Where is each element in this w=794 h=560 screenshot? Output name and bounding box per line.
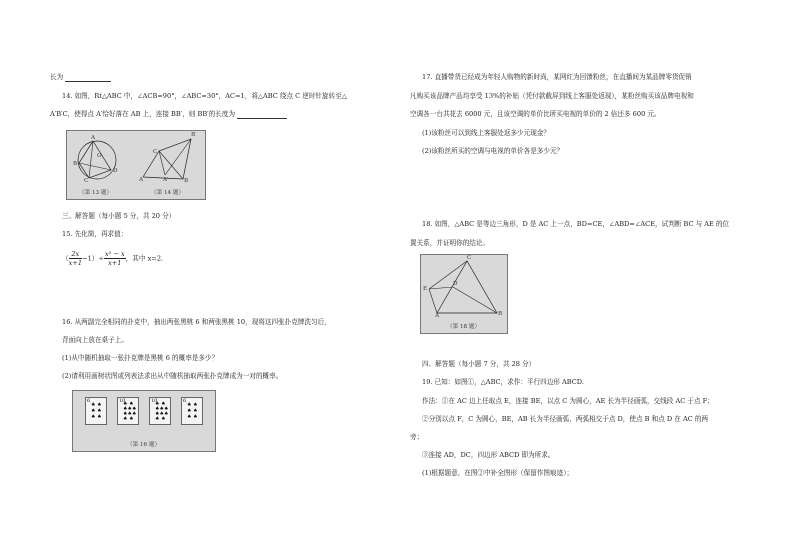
fig14-label-bprime: B′	[191, 132, 197, 138]
spade-icon: ♠ ♠	[91, 414, 102, 420]
spade-icon: ♠ ♠	[123, 416, 134, 422]
answer-blank	[65, 75, 111, 82]
q17-line3: 空调各一台共花去 6000 元，且该空调的单价比所买电视的单价的 2 倍还多 600 元。	[410, 110, 661, 118]
q15-num2: x² − x	[104, 250, 125, 258]
spade-icon: ♠ ♠	[187, 408, 198, 414]
q14-line2-text: A′B′C，使得点 A′恰好落在 AB 上，连接 BB′，则 BB′的长度为	[50, 110, 236, 118]
q17-part1: (1)该粉丝可以到线上客服处返多少元现金？	[422, 129, 551, 137]
spade-icon: ♠♠♠	[123, 411, 137, 417]
fig13-label-c: C	[84, 178, 89, 184]
fig13-label-d: D	[113, 168, 118, 174]
fig18-label-a: A	[435, 313, 440, 319]
q15-num1: 2x	[69, 250, 82, 259]
q15-fraction-1	[69, 250, 82, 267]
q19-line1: 19. 已知：如图①，△ABC，求作：平行四边形 ABCD.	[422, 378, 584, 386]
q17-part2: (2)该粉丝所买的空调与电视的单价各是多少元？	[422, 147, 564, 155]
figure-13-14	[66, 130, 206, 200]
q13-answer-line	[50, 73, 111, 82]
figure-18	[420, 254, 508, 334]
fig14-label-a: A	[139, 177, 144, 183]
spade-icon: ♠ ♠	[123, 401, 134, 407]
card-rank: 10	[151, 398, 158, 404]
spade-icon: ♠ ♠	[155, 416, 166, 422]
q17-line2: 凡购买该品牌产品均享受 13%的补贴（凭付款截屏到线上客服处返现），某粉丝购买该品牌电视和	[410, 92, 694, 100]
card-rank: 6	[183, 398, 187, 404]
q15-den2: x+1	[108, 259, 122, 267]
card-spade-6	[85, 397, 107, 425]
q15-mid: −1）÷	[82, 254, 104, 263]
fig18-label-c: C	[467, 255, 472, 261]
q19-line2: 作法：①在 AC 边上任取点 E，连接 BE，以点 C 为圆心，AE 长为半径画弧，交线段 AC 于点 F；	[422, 397, 714, 405]
section-3-heading: 三、解答题（每小题 5 分，共 20 分）	[62, 212, 176, 220]
q15-fraction-2	[104, 250, 126, 267]
answer-blank	[237, 112, 287, 119]
spade-icon: ♠ ♠	[155, 401, 166, 407]
q13-tail-text: 长为	[50, 73, 64, 81]
spade-icon: ♠♠♠	[155, 411, 169, 417]
q16-line1: 16. 从两副完全相同的扑克中，抽出两张黑桃 6 和两张黑桃 10，现将这四张扑克牌洗匀后，	[62, 318, 331, 326]
spade-icon: ♠ ♠	[187, 414, 198, 420]
q19-line3: ②分别以点 F，C 为圆心，BE，AB 长为半径画弧，两弧相交于点 D，使点 B 和点 D 在 AC 的两	[422, 415, 709, 423]
q15-line1: 15. 先化简，再求值：	[62, 230, 128, 238]
section-4-heading: 四、解答题（每小题 7 分，共 28 分）	[422, 360, 536, 368]
spade-icon: ♠ ♠	[91, 402, 102, 408]
fig16-caption: （第 16 题）	[127, 442, 161, 448]
figure-16	[72, 390, 216, 452]
q14-line2	[50, 110, 287, 119]
fig14-label-b: B	[184, 178, 189, 184]
fig13-label-b: B	[73, 161, 78, 167]
q16-part1: (1)从中随机抽取一张扑克牌是黑桃 6 的概率是多少？	[62, 354, 219, 362]
q15-expression: （ $\frac{2x}{x+1}$ −1）÷ $\frac{\text{x² − x}}{x+1}$ ，其中 x=2.	[62, 250, 164, 267]
q18-line1: 18. 如图，△ABC 是等边三角形，D 是 AC 上一点，BD=CE，∠ABD=∠ACE，试判断 BC 与 AE 的位	[422, 220, 730, 228]
q16-line2: 背面向上放在桌子上。	[62, 336, 128, 344]
card-spade-10	[117, 397, 139, 425]
fig18-caption: （第 18 题）	[447, 324, 481, 330]
card-spade-10	[149, 397, 171, 425]
fig18-label-b: B	[498, 311, 503, 317]
q17-line1: 17. 直播带货已经成为年轻人购物的新时尚，某网红为回馈粉丝，在直播间为某品牌零货促销	[422, 73, 692, 81]
q18-line2: 置关系，并证明你的结论。	[410, 239, 490, 247]
fig14-label-c: C	[153, 149, 158, 155]
spade-icon: ♠ ♠	[187, 402, 198, 408]
q16-part2: (2)请利用画树状图或列表法求出从中随机抽取两张扑克牌成为一对的概率。	[62, 372, 283, 380]
q19-line5: ③连接 AD，DC，四边形 ABCD 即为所求。	[422, 451, 555, 459]
q15-den1: x+1	[68, 259, 83, 267]
card-rank: 10	[119, 398, 126, 404]
spade-icon: ♠ ♠	[91, 408, 102, 414]
fig13-label-o: O	[97, 153, 102, 159]
q19-line4: 旁；	[410, 433, 424, 441]
fig13-caption: （第 13 题）	[79, 190, 113, 196]
spade-icon: ♠♠♠	[155, 406, 169, 412]
card-rank: 6	[87, 398, 91, 404]
q15-tail: ，其中 x=2.	[125, 254, 164, 263]
q19-line6: (1)根据题意，在图②中补全图形（保留作图痕迹）；	[422, 469, 574, 477]
spade-icon: ♠♠♠	[123, 406, 137, 412]
fig13-label-a: A	[91, 135, 96, 141]
fig18-label-e: E	[423, 286, 428, 292]
fig14-label-aprime: A′	[163, 177, 169, 183]
q14-line1: 14. 如图，Rt△ABC 中，∠ACB=90°，∠ABC=30°，AC=1，将△ABC 绕点 C 逆时针旋转至△	[62, 92, 347, 100]
card-spade-6	[181, 397, 203, 425]
fig18-label-d: D	[453, 281, 458, 287]
fig14-caption: （第 14 题）	[151, 190, 185, 196]
